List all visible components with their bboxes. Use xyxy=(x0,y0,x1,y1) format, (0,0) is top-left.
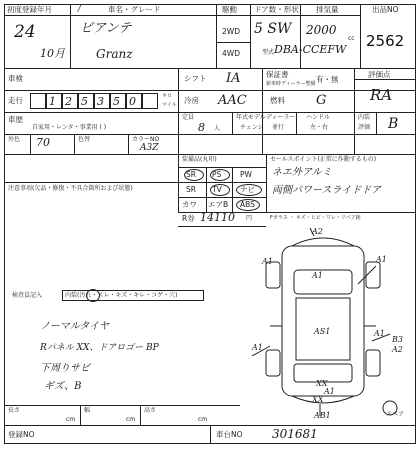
mileage-digit: 0 xyxy=(129,95,136,108)
damage-mark: A1 xyxy=(262,257,273,266)
damage-mark: B3 xyxy=(392,335,403,344)
lot-number: 2562 xyxy=(366,32,405,50)
ac-label: 冷房 xyxy=(184,96,199,105)
color-no-value: A3Z xyxy=(140,143,159,153)
drive-4wd: 4WD xyxy=(222,49,240,58)
model-change-label: 年式モデル xyxy=(236,114,266,121)
rating-label: 評価点 xyxy=(368,70,391,79)
first-reg-month: 10月 xyxy=(40,47,65,60)
tire-front-right xyxy=(366,262,380,288)
selling-point-2: 両側パワースライドドア xyxy=(272,185,381,196)
handle-value: 左・右 xyxy=(310,124,329,131)
damage-mark: A2 xyxy=(312,227,323,236)
history-label: 車歴 xyxy=(8,115,23,124)
tire-rear-left xyxy=(266,350,280,376)
circle-mark xyxy=(210,169,230,181)
displacement-value: 2000 xyxy=(306,23,337,37)
chassis-no-label: 車台NO xyxy=(216,430,243,439)
car-name-label: 車名・グレード xyxy=(108,5,161,14)
outer-color-value: 70 xyxy=(36,136,50,149)
spare-label: スペア xyxy=(386,411,405,418)
history-options: 自家用・レンタ・事業用 ( ) xyxy=(32,124,107,131)
shift-label: シフト xyxy=(184,74,207,83)
first-reg-label: 初度登録年月 xyxy=(7,5,52,14)
inspection-label: 車検 xyxy=(8,74,23,83)
handle-label: ハンドル xyxy=(306,114,331,121)
unit-mile: マイル xyxy=(162,102,177,108)
equipment-pw: PW xyxy=(240,170,252,179)
doors-value: 5 SW xyxy=(254,21,292,37)
length-unit: cm xyxy=(66,416,76,423)
equipment-ps: PS xyxy=(212,170,222,179)
rating-value: RA xyxy=(370,86,393,104)
color-no-label: カラーNO xyxy=(132,136,160,143)
model-value: DBA-CCEFW xyxy=(274,43,347,56)
mileage-digit: 5 xyxy=(113,95,120,108)
selling-point-1: ネエ外アルミ xyxy=(272,167,332,178)
dealer-sub: 並行 xyxy=(272,124,285,131)
defect-legend: Fガラス ・ キズ・ヒビ・ワレ・リペア跡 xyxy=(270,215,361,221)
equipment-airbag: エアB xyxy=(208,200,229,209)
mileage-digit: 1 xyxy=(49,95,56,108)
length-label: 長さ xyxy=(8,407,21,414)
equipment-abs: ABS xyxy=(240,200,255,209)
unit-km: キロ xyxy=(162,93,173,99)
equipment-sr2: SR xyxy=(186,185,196,194)
mileage-label: 走行 xyxy=(8,96,23,105)
reg-no-label: 登録NO xyxy=(8,430,35,439)
capacity-unit: 人 xyxy=(214,125,221,132)
r-ticket-unit: 円 xyxy=(246,215,253,222)
note-line-1: ノーマルタイヤ xyxy=(40,321,110,332)
circle-mark xyxy=(210,184,230,196)
windshield xyxy=(294,270,352,294)
r-ticket-value: 14110 xyxy=(200,211,235,224)
note-line-4: ギズ、B xyxy=(44,381,82,392)
car-front-bumper xyxy=(292,238,354,246)
interior-value: B xyxy=(388,116,399,132)
damage-mark: A1 xyxy=(252,343,263,352)
interior-label: 内装 xyxy=(358,114,371,121)
displacement-label: 排気量 xyxy=(316,5,339,14)
damage-mark: AB1 xyxy=(314,411,331,420)
notes-label: 注意事項(欠品・修復・不具合箇所および状態) xyxy=(8,185,133,192)
equipment-navi: ナビ xyxy=(240,185,255,194)
note-line-3: 下周りサビ xyxy=(40,363,90,374)
leader-line xyxy=(358,266,376,284)
note-line-2: Rパネル XX、ドアロゴー BP xyxy=(40,343,159,353)
chassis-no-value: 301681 xyxy=(272,427,318,441)
equipment-label: 装備品(丸印) xyxy=(182,156,217,163)
grade: Granz xyxy=(96,47,133,61)
height-label: 高さ xyxy=(144,407,157,414)
capacity-label: 定員 xyxy=(182,114,195,121)
lot-label: 出品NO xyxy=(372,5,399,14)
mileage-digit: 5 xyxy=(81,95,88,108)
r-ticket-label: R券 xyxy=(182,214,195,223)
warranty-value: 有・無 xyxy=(316,75,339,84)
damage-mark: AS1 xyxy=(314,327,331,336)
interior-notes: 内装(汚れ・スレ・キズ・キレ・コゲ・穴) xyxy=(65,292,178,299)
circle-mark xyxy=(236,199,260,211)
damage-mark: XX xyxy=(312,395,324,404)
first-reg-year: 24 xyxy=(14,22,36,42)
capacity-value: 8 xyxy=(198,121,205,134)
model-change-value: チェンジ xyxy=(240,124,264,131)
selling-points-label: セールスポイント(正常に作動するもの) xyxy=(270,156,377,163)
fuel-label: 燃料 xyxy=(270,96,285,105)
damage-mark: A2 xyxy=(392,345,403,354)
mileage-digit: 3 xyxy=(97,95,104,108)
height-unit: cm xyxy=(198,416,208,423)
color-change-label: 色替 xyxy=(78,136,91,143)
equipment-sr: SR xyxy=(186,170,196,179)
damage-mark: A1 xyxy=(312,271,323,280)
shift-value: IA xyxy=(226,71,241,86)
car-name: ビアンテ xyxy=(80,21,132,36)
width-label: 幅 xyxy=(84,407,91,414)
drive-label: 駆動 xyxy=(222,5,237,14)
damage-mark: A1 xyxy=(374,329,385,338)
fuel-value: G xyxy=(316,93,327,108)
equipment-tv: TV xyxy=(212,185,222,194)
circle-mark xyxy=(86,289,100,302)
damage-mark: A1 xyxy=(324,387,335,396)
inspector-label: 検査員記入 xyxy=(12,292,43,299)
drive-2wd: 2WD xyxy=(222,27,240,36)
equipment-leather: カワ xyxy=(182,200,197,209)
circle-mark xyxy=(236,184,262,196)
dealer-label: ディーラー xyxy=(266,114,296,121)
circle-mark xyxy=(184,169,204,181)
ac-value: AAC xyxy=(218,93,247,108)
warranty-label: 保証書 xyxy=(266,70,289,79)
check-mark: / xyxy=(78,4,82,14)
interior-sub: 評価 xyxy=(358,124,371,131)
tire-rear-right xyxy=(366,350,380,376)
model-label: 型式 xyxy=(262,49,275,56)
damage-mark: XX xyxy=(316,379,328,388)
outer-color-label: 外色 xyxy=(8,136,21,143)
doors-label: ドア数・形状 xyxy=(254,5,299,14)
mileage-digit: 2 xyxy=(65,95,72,108)
damage-mark: A1 xyxy=(376,255,387,264)
cc-unit: cc xyxy=(348,35,355,42)
warranty-sub: 新車時ディーラー整備 xyxy=(266,81,316,87)
width-unit: cm xyxy=(126,416,136,423)
